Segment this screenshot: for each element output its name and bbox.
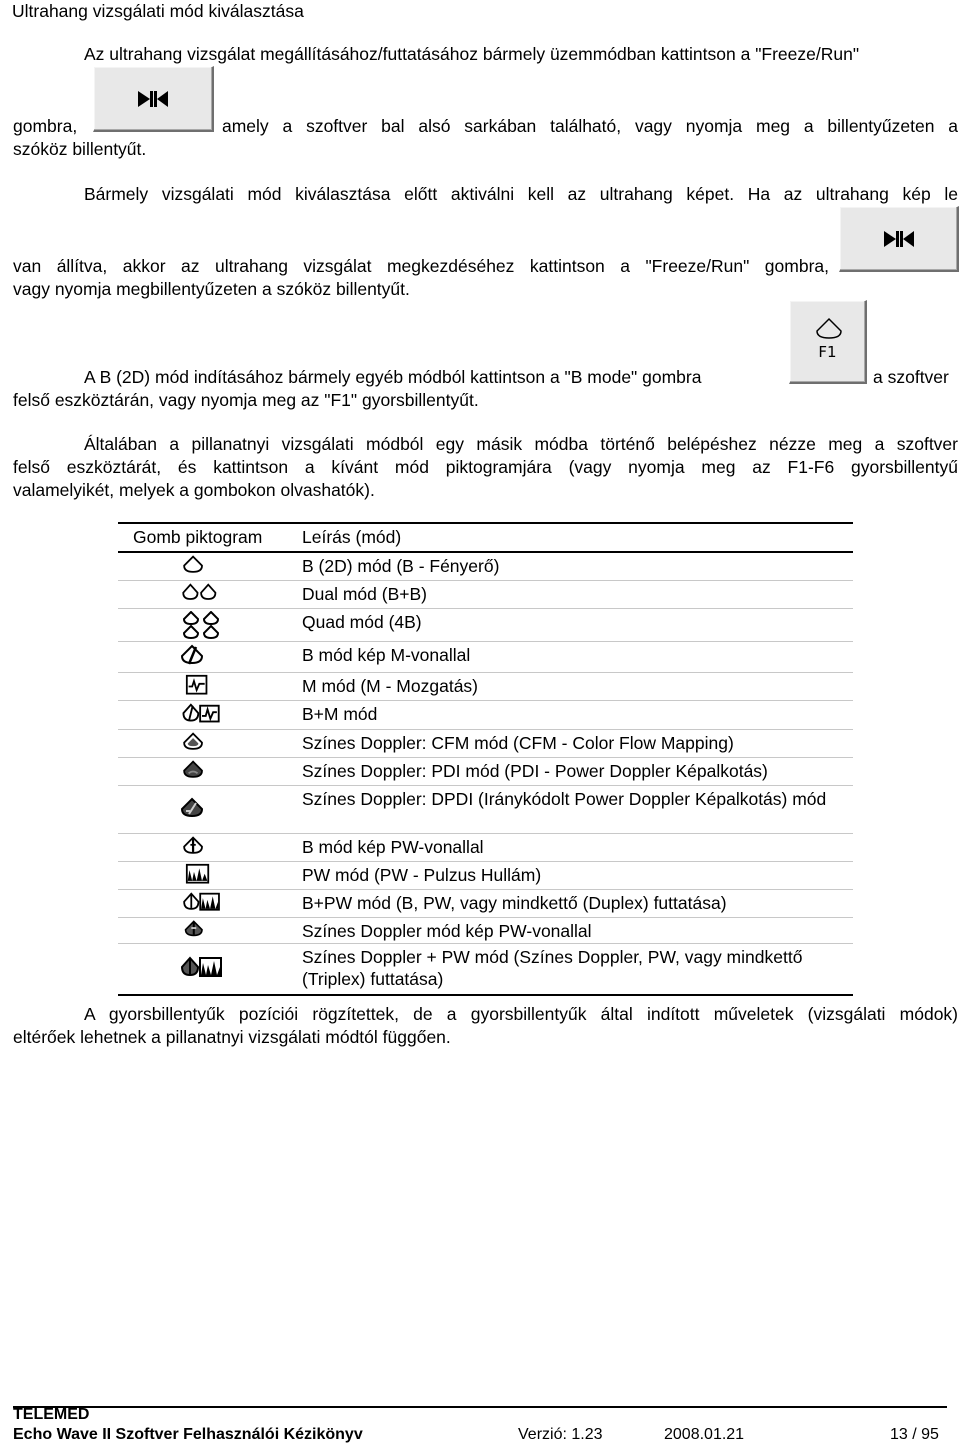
para2-line3: vagy nyomja megbillentyűzeten a szóköz billentyűt. — [13, 279, 410, 299]
mode-description: M mód (M - Mozgatás) — [302, 676, 478, 696]
mode-description: Quad mód (4B) — [302, 612, 422, 632]
bm-mode-icon — [180, 702, 224, 733]
para4-line1: Általában a pillanatnyi vizsgálati módból egy másik módba történő belépéshez nézze meg a szoftver — [84, 434, 958, 454]
mode-description: Színes Doppler: DPDI (Iránykódolt Power Doppler Képalkotás) mód — [302, 789, 827, 809]
footer-rule — [13, 1406, 947, 1408]
mode-description: Színes Doppler + PW mód (Színes Doppler, PW, vagy mindkettő (Triplex) futtatása) — [302, 947, 803, 989]
para1-line2a: gombra, — [13, 116, 78, 136]
mode-description: Színes Doppler: CFM mód (CFM - Color Flow Mapping) — [302, 733, 734, 753]
para5-line2: eltérőek lehetnek a pillanatnyi vizsgálati módtól függően. — [13, 1027, 451, 1047]
para4-line2: felső eszköztárát, és kattintson a kívánt mód piktogramjára (vagy nyomja meg az F1-F6 gyorsbillentyű — [13, 457, 958, 477]
mode-description: B+M mód — [302, 704, 378, 724]
table-row — [118, 758, 853, 786]
bpw-mode-icon — [180, 891, 224, 921]
table-row — [118, 553, 853, 581]
table-row — [118, 944, 853, 996]
para3-line1a: A B (2D) mód indításához bármely egyéb módból kattintson a "B mode" gombra — [84, 367, 702, 387]
table-row — [118, 701, 853, 730]
freeze-run-icon — [136, 89, 170, 109]
col-header-icon: Gomb piktogram — [133, 527, 263, 547]
para5-line1: A gyorsbillentyűk pozíciói rögzítettek, de a gyorsbillentyűk által indított műveletek (vizsgálati módok) — [84, 1004, 958, 1024]
footer-page: 13 / 95 — [890, 1426, 939, 1443]
b-pwline-icon — [180, 835, 224, 865]
mode-description: B mód kép M-vonallal — [302, 645, 471, 665]
mode-description: B (2D) mód (B - Fényerő) — [302, 556, 500, 576]
para2-line1: Bármely vizsgálati mód kiválasztása előtt aktiválni kell az ultrahang képet. Ha az ultrahang kép le — [84, 184, 958, 204]
mode-description: Színes Doppler mód kép PW-vonallal — [302, 921, 592, 941]
para4-line3: valamelyikét, melyek a gombokon olvashatók). — [13, 480, 375, 500]
para1-line2b: amely a szoftver bal alsó sarkában található, vagy nyomja meg a billentyűzeten a — [222, 116, 958, 136]
table-row — [118, 730, 853, 758]
footer-date: 2008.01.21 — [664, 1426, 745, 1443]
table-row — [118, 918, 853, 944]
footer-company: TELEMED — [13, 1406, 90, 1423]
mode-description: Színes Doppler: PDI mód (PDI - Power Doppler Képalkotás) — [302, 761, 768, 781]
b-mode-button[interactable] — [789, 300, 867, 384]
m-mode-icon — [180, 674, 224, 704]
triplex-icon — [180, 955, 224, 988]
table-header — [118, 522, 853, 553]
freeze-run-button-2[interactable] — [839, 206, 959, 272]
mode-description: B mód kép PW-vonallal — [302, 837, 484, 857]
dual-mode-icon — [180, 582, 224, 612]
dpdi-icon — [180, 796, 224, 829]
para2-line2: van állítva, akkor az ultrahang vizsgálat megkezdéséhez kattintson a "Freeze/Run" gombra, — [13, 256, 829, 276]
mode-description: B+PW mód (B, PW, vagy mindkettő (Duplex) futtatása) — [302, 893, 727, 913]
mode-table — [118, 522, 853, 996]
table-row — [118, 786, 853, 834]
b-mline-icon — [180, 643, 224, 676]
footer-version: Verzió: 1.23 — [518, 1426, 603, 1443]
quad-mode-icon — [180, 611, 224, 644]
mode-description: Dual mód (B+B) — [302, 584, 427, 604]
color-pwline-icon — [180, 919, 224, 947]
para3-line1b: a szoftver — [873, 367, 949, 387]
para1-line1: Az ultrahang vizsgálat megállításához/futtatásához bármely üzemmódban kattintson a "Freeze/Run" — [84, 44, 860, 64]
table-row — [118, 862, 853, 890]
pdi-icon — [180, 759, 224, 789]
para3-line2: felső eszköztárán, vagy nyomja meg az "F1" gyorsbillentyűt. — [13, 390, 479, 410]
table-row — [118, 642, 853, 673]
freeze-run-button[interactable] — [93, 66, 214, 132]
f1-label: F1 — [818, 343, 837, 361]
table-row — [118, 834, 853, 862]
page-title: Ultrahang vizsgálati mód kiválasztása — [12, 1, 304, 21]
table-row — [118, 609, 853, 642]
b-mode-icon — [814, 317, 844, 341]
table-row — [118, 581, 853, 609]
footer-doc-title: Echo Wave II Szoftver Felhasználói Kézikönyv — [13, 1426, 363, 1443]
col-header-desc: Leírás (mód) — [302, 527, 402, 547]
cfm-icon — [180, 731, 224, 761]
mode-description: PW mód (PW - Pulzus Hullám) — [302, 865, 542, 885]
table-row — [118, 890, 853, 918]
pw-mode-icon — [180, 863, 224, 893]
freeze-run-icon — [882, 229, 916, 249]
table-row — [118, 673, 853, 701]
b-mode-icon — [180, 554, 224, 584]
para1-line3: szóköz billentyűt. — [13, 139, 147, 159]
